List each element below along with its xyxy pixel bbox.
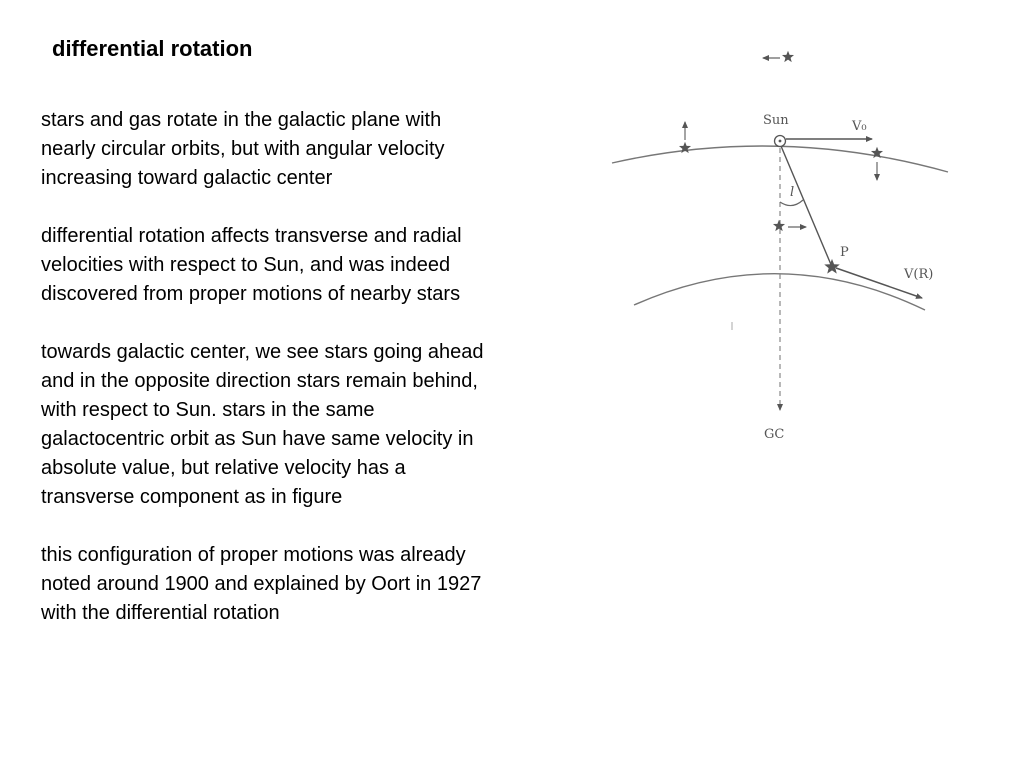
text-line: discovered from proper motions of nearby stars: [41, 283, 461, 305]
text-line: noted around 1900 and explained by Oort in 1927: [41, 573, 482, 595]
paragraph-orbits: [41, 106, 581, 193]
text-line: transverse component as in figure: [41, 486, 343, 508]
differential-rotation-diagram: [600, 40, 960, 450]
paragraph-oort: [41, 541, 581, 628]
text-line: with the differential rotation: [41, 602, 280, 624]
star-top: [782, 51, 794, 62]
text-line: absolute value, but relative velocity has a: [41, 457, 406, 479]
text-line: galactocentric orbit as Sun have same velocity in: [41, 428, 474, 450]
sun-label: Sun: [763, 113, 789, 128]
angle-arc: [780, 200, 803, 206]
gc-label: GC: [764, 427, 785, 442]
star-p: [824, 259, 839, 274]
p-label: P: [840, 245, 849, 260]
text-line: velocities with respect to Sun, and was indeed: [41, 254, 451, 276]
text-line: and in the opposite direction stars remain behind,: [41, 370, 478, 392]
sun-symbol: [775, 136, 786, 147]
v0-label: V₀: [852, 119, 867, 134]
angle-label: l: [790, 185, 795, 200]
text-line: this configuration of proper motions was already: [41, 544, 466, 566]
text-line: increasing toward galactic center: [41, 167, 333, 189]
slide-title: differential rotation: [52, 36, 253, 61]
paragraph-velocities: [41, 222, 581, 309]
text-line: stars and gas rotate in the galactic plane with: [41, 109, 442, 131]
text-line: nearly circular orbits, but with angular velocity: [41, 138, 445, 160]
text-line: towards galactic center, we see stars going ahead: [41, 341, 484, 363]
text-line: differential rotation affects transverse and radial: [41, 225, 462, 247]
slide-body: [41, 106, 581, 657]
vr-label: V(R): [904, 267, 934, 282]
sun-p-line: [781, 146, 832, 267]
star-gc-line: [773, 220, 785, 231]
paragraph-galactic-center: [41, 338, 581, 512]
text-line: with respect to Sun. stars in the same: [41, 399, 375, 421]
